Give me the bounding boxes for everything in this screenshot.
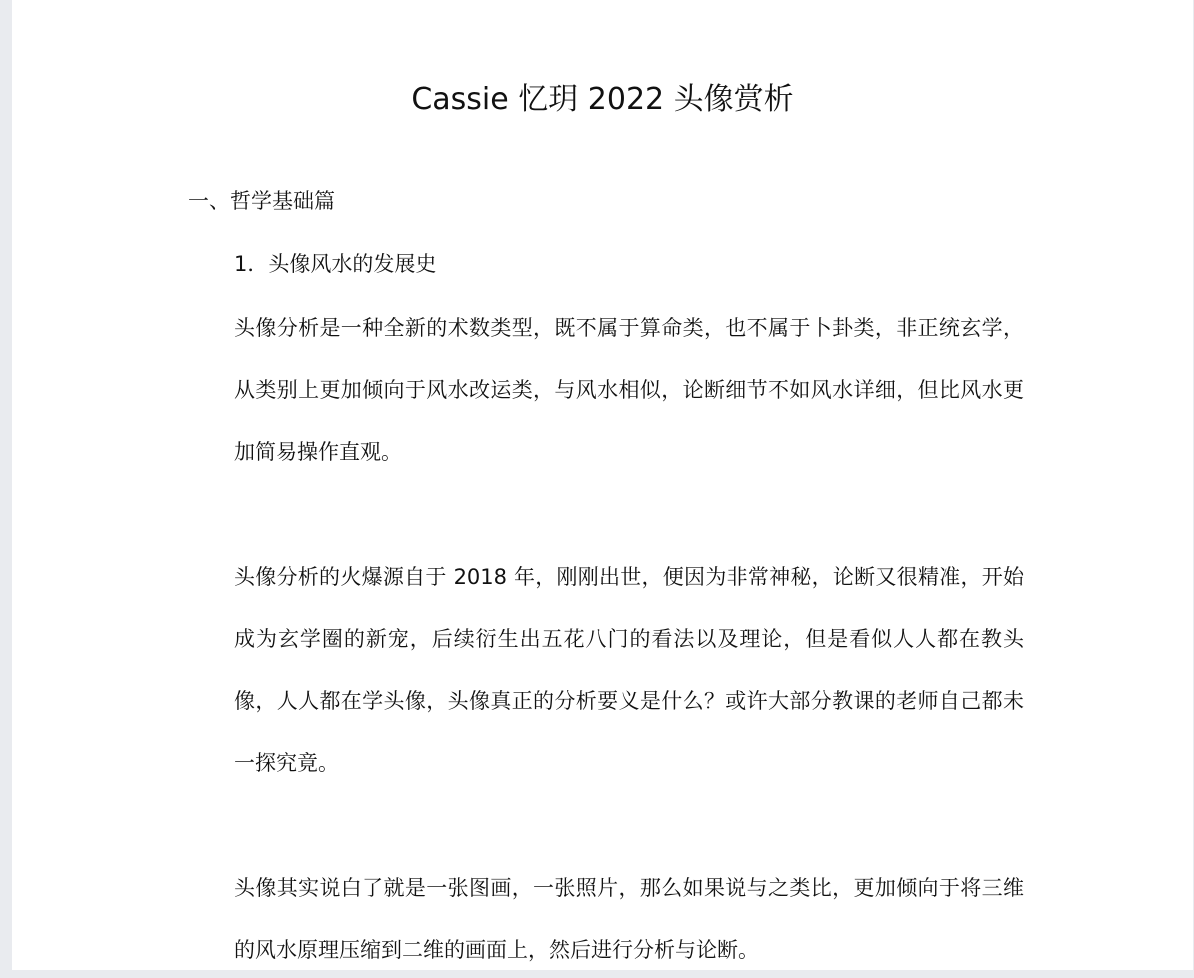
paragraph-3: 头像其实说白了就是一张图画，一张照片，那么如果说与之类比，更加倾向于将三维的风水原理压缩到二维的画面上，然后进行分析与论断。 (234, 876, 1024, 962)
paragraph-1: 头像分析是一种全新的术数类型，既不属于算命类，也不属于卜卦类，非正统玄学，从类别上更加倾向于风水改运类，与风水相似，论断细节不如风水详细，但比风水更加简易操作直观。 (234, 316, 1024, 464)
document-title: Cassie 忆玥 2022 头像赏析 (411, 82, 794, 117)
document-page (12, 0, 1193, 970)
paragraph-2: 头像分析的火爆源自于 2018 年，刚刚出世，便因为非常神秘，论断又很精准，开始成为玄学圈的新宠，后续衍生出五花八门的看法以及理论，但是看似人人都在教头像，人人都在学头像，头像真正的分析要义是什么？或许大部分教课的老师自己都未一探究竟。 (234, 565, 1024, 775)
sub-heading: 1．头像风水的发展史 (234, 252, 437, 276)
section-heading: 一、哲学基础篇 (188, 189, 335, 213)
